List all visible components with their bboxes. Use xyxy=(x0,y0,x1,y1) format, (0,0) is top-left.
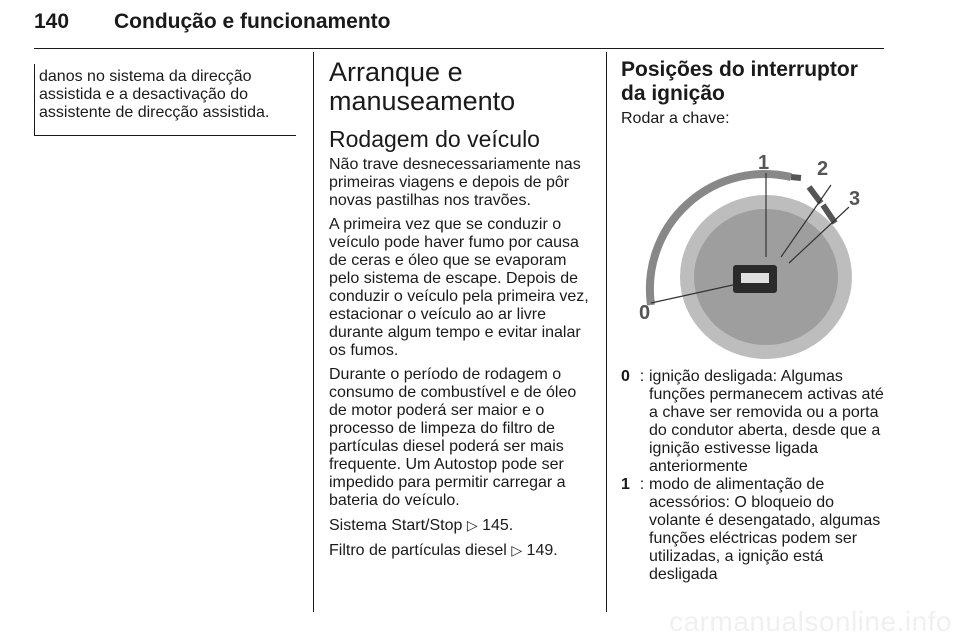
page-header xyxy=(34,8,884,49)
xref-start-stop[interactable]: Sistema Start/Stop ▷ 145. xyxy=(329,517,514,534)
arrow-reference-icon: ▷ xyxy=(466,517,478,533)
paragraph-3: Durante o período de rodagem o consumo de combustível e de óleo de motor poderá ser maior e o processo de limpeza do filtro de partículas diesel poderá ser mais frequente. Um Autostop pode ser impedido para permitir carregar a bateria do veículo. xyxy=(329,366,577,509)
xref-diesel-filter[interactable]: Filtro de partículas diesel ▷ 149. xyxy=(329,542,558,559)
column-divider-1 xyxy=(313,52,314,612)
page-number: 140 xyxy=(34,10,70,33)
list-item: 0 : ignição desligada: Algumas funções permanecem activas até a chave ser removida ou a porta do condutor aberta, desde que a ignição estivesse ligada anteriormente xyxy=(621,368,884,475)
column-3 xyxy=(621,58,887,134)
position-label-2: 2 xyxy=(817,158,829,180)
position-label-3: 3 xyxy=(849,188,861,210)
position-label-0: 0 xyxy=(639,302,651,324)
watermark: carmanualsonline.info xyxy=(669,606,952,637)
subsection-title: Rodagem do veículo xyxy=(329,126,540,152)
ignition-switch-illustration xyxy=(621,145,887,363)
paragraph-1: Não trave desnecessariamente nas primeiras viagens e depois de pôr novas pastilhas nos travões. xyxy=(329,156,581,209)
continued-note-text: danos no sistema da direcção assistida e a desactivação do assistente de direcção assistida. xyxy=(39,68,270,121)
ignition-switch-svg xyxy=(621,145,887,363)
chapter-title: Condução e funcionamento xyxy=(114,10,391,33)
continued-note-box xyxy=(34,64,296,136)
position-label-1: 1 xyxy=(758,152,770,174)
paragraph-2: A primeira vez que se conduzir o veículo pode haver fumo por causa de ceras e óleo que se evaporam pelo sistema de escape. Depois de conduzir o veículo pela primeira vez, estacionar o veículo ao ar livre durante algum tempo e evitar inalar os fumos. xyxy=(329,216,589,359)
column-divider-2 xyxy=(606,52,607,612)
ignition-intro: Rodar a chave: xyxy=(621,110,730,127)
ignition-section-title: Posições do interruptor da ignição xyxy=(621,58,858,105)
ignition-position-list xyxy=(621,368,887,584)
section-title: Arranque e manuseamento xyxy=(329,57,516,116)
column-2 xyxy=(329,58,593,566)
list-item: 1 : modo de alimentação de acessórios: O bloqueio do volante é desengatado, algumas funções eléctricas podem ser utilizadas, a ignição está desligada xyxy=(621,476,881,583)
arrow-reference-icon: ▷ xyxy=(511,542,523,558)
